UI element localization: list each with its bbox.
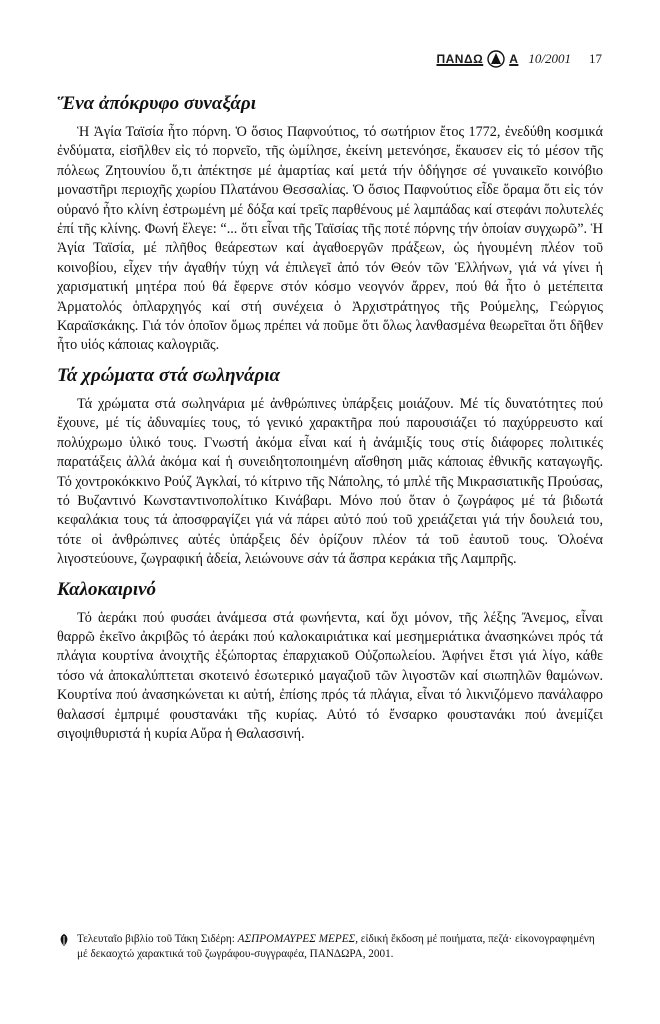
footnote-book-title: ΑΣΠΡΟΜΑΥΡΕΣ ΜΕΡΕΣ bbox=[237, 933, 356, 945]
section-heading-xromata: Τά χρώματα στά σωληνάρια bbox=[57, 364, 281, 386]
footnote-text-after: , εἰδική ἔκδοση μέ ποιήματα, πεζά· εἰκονογραφημένη μέ δεκαοχτώ χαρακτικά τοῦ ζωγράφου-συγγραφέα, ΠΑΝΔΩΡΑ, 2001. bbox=[77, 933, 595, 960]
issue-number: 10/2001 bbox=[528, 51, 571, 66]
magazine-name-right: Α bbox=[509, 52, 519, 66]
pandora-leaf-icon bbox=[57, 933, 71, 947]
footnote bbox=[57, 932, 603, 962]
section-heading-kalokairino: Καλοκαιρινό bbox=[57, 578, 157, 600]
footnote-text-before: Τελευταῖο βιβλίο τοῦ Τάκη Σιδέρη: bbox=[77, 933, 238, 945]
paragraph-xromata: Τά χρώματα στά σωληνάρια μέ ἀνθρώπινες ὑπάρξεις μοιάζουν. Μέ τίς δυνατότητες πού ἔχουνε, μέ τίς ἀδυναμίες τους, τό γενικό χαρακτῆρα πού παρουσιάζει τό παχύρρευστο καί πολύχρωμο ὑλικό τους. Γνωστή ἀκόμα εἶναι καί ἡ ἀνάμιξίς τους στίς διάφορες πολιτικές παρατάξεις ἀλλά ἀκόμα καί ἡ συνειδητοποιημένη αἴσθηση μιᾶς κάποιας ἐθνικῆς καταγωγῆς. Τό χοντροκόκκινο Ρούζ Ἀγκλαί, τό κίτρινο τῆς Νάπολης, τό μπλέ τῆς Μικρασιατικῆς Προύσας, τό Βυζαντινό Κωνσταντινοπολίτικο Κινάβαρι. Μόνο πού ὅταν ὁ ζωγράφος μέ τά βιδωτά κεφαλάκια τους τά ἀποσφραγίζει γιά νά πάρει αὐτό πού τοῦ χρειάζεται γιά τήν δουλειά του, τότε οἱ ἀνθρώπινες αὐτές ὑπάρξεις δέν ὁρίζουν πλέον τά τοῦ ἑαυτοῦ τους. Ὁλοένα λιγοστεύουνε, ζωγραφική ἀδεία, λειώνουνε σάν τά ἄσπρα κεράκια τῆς Λαμπρῆς. bbox=[57, 395, 603, 568]
section-heading-synaxari: Ἕνα ἀπόκρυφο συναξάρι bbox=[57, 93, 256, 114]
running-header bbox=[436, 50, 602, 68]
magazine-name-left: ΠΑΝΔΩ bbox=[436, 52, 484, 66]
page-number: 17 bbox=[589, 51, 602, 66]
pandora-logo-icon bbox=[487, 50, 505, 68]
footnote-text bbox=[77, 932, 603, 962]
paragraph-synaxari: Ἡ Ἁγία Ταϊσία ἦτο πόρνη. Ὁ ὅσιος Παφνούτιος, τό σωτήριον ἔτος 1772, ἐνεδύθη κοσμικά ἐνδύματα, εἰσῆλθεν εἰς τό πορνεῖο, τῆς ὡμίλησε, ἐκείνη μετενόησε, ἔκαυσεν εἰς τό μέσον τῆς πόλεως Ζητουνίου ὅ,τι ἀπέκτησε μέ ἁμαρτίας καί μετά τήν ὁδήγησε σέ γυναικεῖο κοινόβιο μοναστῆρι περιοχῆς χωρίου Πλατάνου Θεσσαλίας. Ὁ ὅσιος Παφνούτιος εἶδε ὅραμα ὅτι εἰς τόν οὐρανό ἦτο κλίνη ἐστρωμένη μέ δόξα καί τρεῖς παρθένους μέ λαμπάδας καί στεφάνι πολυτελές ἐπί τῆς κλίνης. Φωνή ἔλεγε: “... ὅτι εἶναι τῆς Ταϊσίας τῆς ποτέ πόρνης τήν ὁποίαν συγχωρῶ”. Ἡ Ἁγία Ταϊσία, μέ πλῆθος θεάρεστων καί ἀγαθοεργῶν πράξεων, ὡς ἡγουμένη πλέον τοῦ κοινοβίου, εἶχεν τήν ἀγαθήν τύχη νά ἐπιλεγεῖ ἀπό τόν Θεόν τῶν Ἑλλήνων, γιά νά γίνει ἡ χαρισματική μητέρα πού θά ἔφερνε στόν κόσμο νεογνόν ἄρρεν, πού θά ἦτο ὁ μετέπειτα Ἀρματολός ὁπλαρχηγός καί στή συνέχεια ὁ Ἀρχιστράτηγος τῆς Ρούμελης, Γεώργιος Καραϊσκάκης. Γιά τόν ὁποῖον ὅμως πρέπει νά ποῦμε ὅτι ὅλως λανθασμένα θεωρεῖται ὅτι δῆθεν ἦτο υἱός κάποιας καλογριᾶς. bbox=[57, 124, 603, 354]
article-body bbox=[57, 92, 603, 752]
paragraph-kalokairino: Τό ἀεράκι πού φυσάει ἀνάμεσα στά φωνήεντα, καί ὄχι μόνον, τῆς λέξης Ἄνεμος, εἶναι θαρρῶ ἐκεῖνο ἀκριβῶς τό ἀεράκι πού καλοκαιριάτικα καί μεσημεριάτικα ἀνασηκώνει πρός τά πλάγια κουρτίνα ἀνοιχτῆς ἐξώπορτας ἐπαρχιακοῦ Οὐζοπωλείου. Ἀφήνει ἔτσι γιά λίγο, κάθε τόσο νά ἀποκαλύπτεται σκοτεινό ἐσωτερικό μαγαζιοῦ τῶν λιγοστῶν καί σιωπηλῶν θαμώνων. Κουρτίνα πού ἀνασηκώνεται κι αὐτή, ἐπίσης πρός τά πλάγια, εἶναι τό λικνιζόμενο πανάλαφρο θαλασσί ἐμπριμέ φουστανάκι τῆς κυρίας. Αὐτό τό ἔνσαρκο φουστανάκι πού ἀνεμίζει σιγοψιθυριστά ἡ κυρία Αὔρα ἡ Θαλασσινή. bbox=[57, 609, 603, 742]
